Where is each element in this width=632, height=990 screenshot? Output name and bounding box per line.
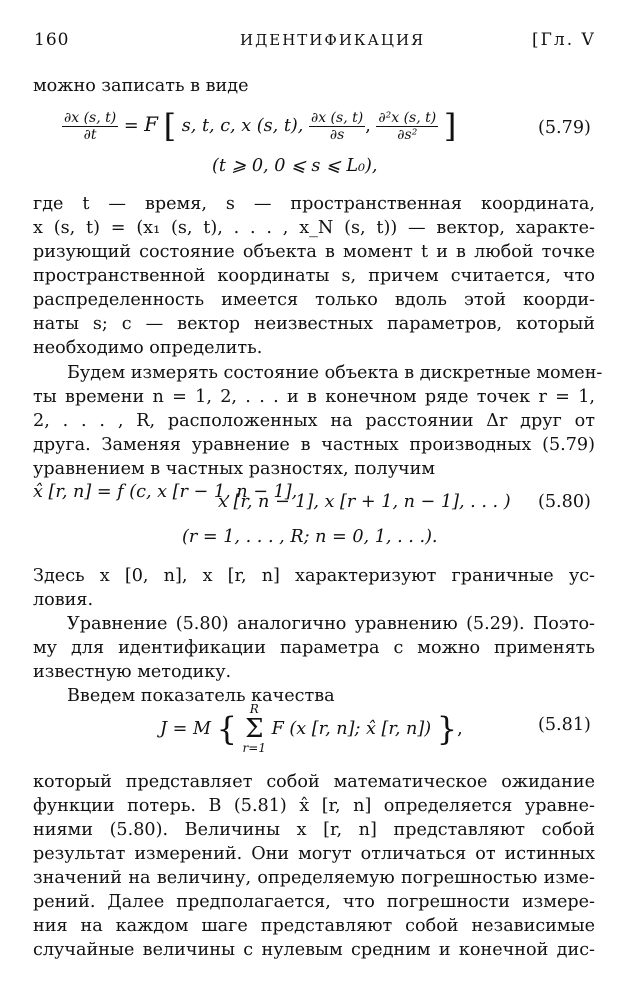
operator-f: F xyxy=(144,112,159,136)
para6-line: ниями (5.80). Величины x [r, n] представляют собой xyxy=(33,820,595,840)
para1-line: ризующий состояние объекта в момент t и в любой точке xyxy=(33,242,595,262)
para4-line: му для идентификации параметра c можно применять xyxy=(33,638,595,658)
para1-line: распределенность имеется только вдоль этой коорди- xyxy=(33,290,595,310)
condition-5-80: (r = 1, . . . , R; n = 0, 1, . . .). xyxy=(182,527,438,547)
equation-5-80-line1: x̂ [r, n] = f (c, x [r − 1, n − 1], xyxy=(33,482,298,502)
para4-line: Уравнение (5.80) аналогично уравнению (5.29). Поэто- xyxy=(67,614,595,634)
para1-line: пространственной координаты s, причем считается, что xyxy=(33,266,595,286)
equation-5-81: J = M { R Σ r=1 F (x [r, n]; x̂ [r, n]) }, xyxy=(160,702,463,755)
para1-line: где t — время, s — пространственная координата, xyxy=(33,194,595,214)
para6-line: случайные величины с нулевым средним и конечной дис- xyxy=(33,940,595,960)
para3-line: ловия. xyxy=(33,590,94,610)
running-title: ИДЕНТИФИКАЦИЯ xyxy=(240,31,426,49)
equation-label-5-80: (5.80) xyxy=(538,492,591,512)
equation-label-5-81: (5.81) xyxy=(538,715,591,735)
para3-line: Здесь x [0, n], x [r, n] характеризуют граничные ус- xyxy=(33,566,595,586)
para2-line: уравнением в частных разностях, получим xyxy=(33,459,436,479)
first-derivative: $\frac{\partial x (s, t)}{\partial s}$ xyxy=(310,109,364,143)
equation-label-5-79: (5.79) xyxy=(538,118,591,138)
para1-line: x (s, t) = (x₁ (s, t), . . . , x_N (s, t)) — вектор, характе- xyxy=(33,218,595,238)
para1-line: необходимо определить. xyxy=(33,338,263,358)
para6-line: значений на величину, определяемую погрешностью изме- xyxy=(33,868,595,888)
condition-5-79: (t ⩾ 0, 0 ⩽ s ⩽ L₀), xyxy=(212,156,378,176)
para5-line: Введем показатель качества xyxy=(67,686,335,706)
chapter-marker: [Гл. V xyxy=(532,30,596,50)
para6-line: который представляет собой математическое ожидание xyxy=(33,772,595,792)
intro-line: можно записать в виде xyxy=(33,76,249,96)
para2-line: ты времени n = 1, 2, . . . и в конечном ряде точек r = 1, xyxy=(33,387,595,407)
sum-symbol: R Σ r=1 xyxy=(242,702,266,755)
lhs-fraction: $\frac{\partial x (s, t)}{\partial t}$ xyxy=(64,109,117,143)
para6-line: функции потерь. В (5.81) x̂ [r, n] определяется уравне- xyxy=(33,796,595,816)
para2-line: друга. Заменяя уравнение в частных производных (5.79) xyxy=(33,435,595,455)
para6-line: рений. Далее предполагается, что погрешности измере- xyxy=(33,892,595,912)
para2-line: Будем измерять состояние объекта в дискретные момен- xyxy=(67,363,603,383)
equation-5-80-line2: x [r, n − 1], x [r + 1, n − 1], . . . ) xyxy=(218,492,511,512)
page-number: 160 xyxy=(34,30,70,50)
para1-line: наты s; c — вектор неизвестных параметров, который xyxy=(33,314,595,334)
para4-line: известную методику. xyxy=(33,662,232,682)
second-derivative: $\frac{\text{∂²x (s, t)}}{\text{∂s²}}$ xyxy=(378,109,437,143)
operator-args: s, t, c, x (s, t), xyxy=(181,116,304,136)
para6-line: ния на каждом шаге представляют собой независимые xyxy=(33,916,595,936)
para6-line: результат измерений. Они могут отличаться от истинных xyxy=(33,844,595,864)
para2-line: 2, . . . , R, расположенных на расстоянии Δr друг от xyxy=(33,411,595,431)
equation-5-79: $\frac{\partial x (s, t)}{\partial t}$ = F [ s, t, c, x (s, t), $\frac{\partial x (s, t)}{\partial s}$ , $\frac{\text{∂²x (s, t)}}{\text{∂s²}}$ ] xyxy=(64,107,457,145)
